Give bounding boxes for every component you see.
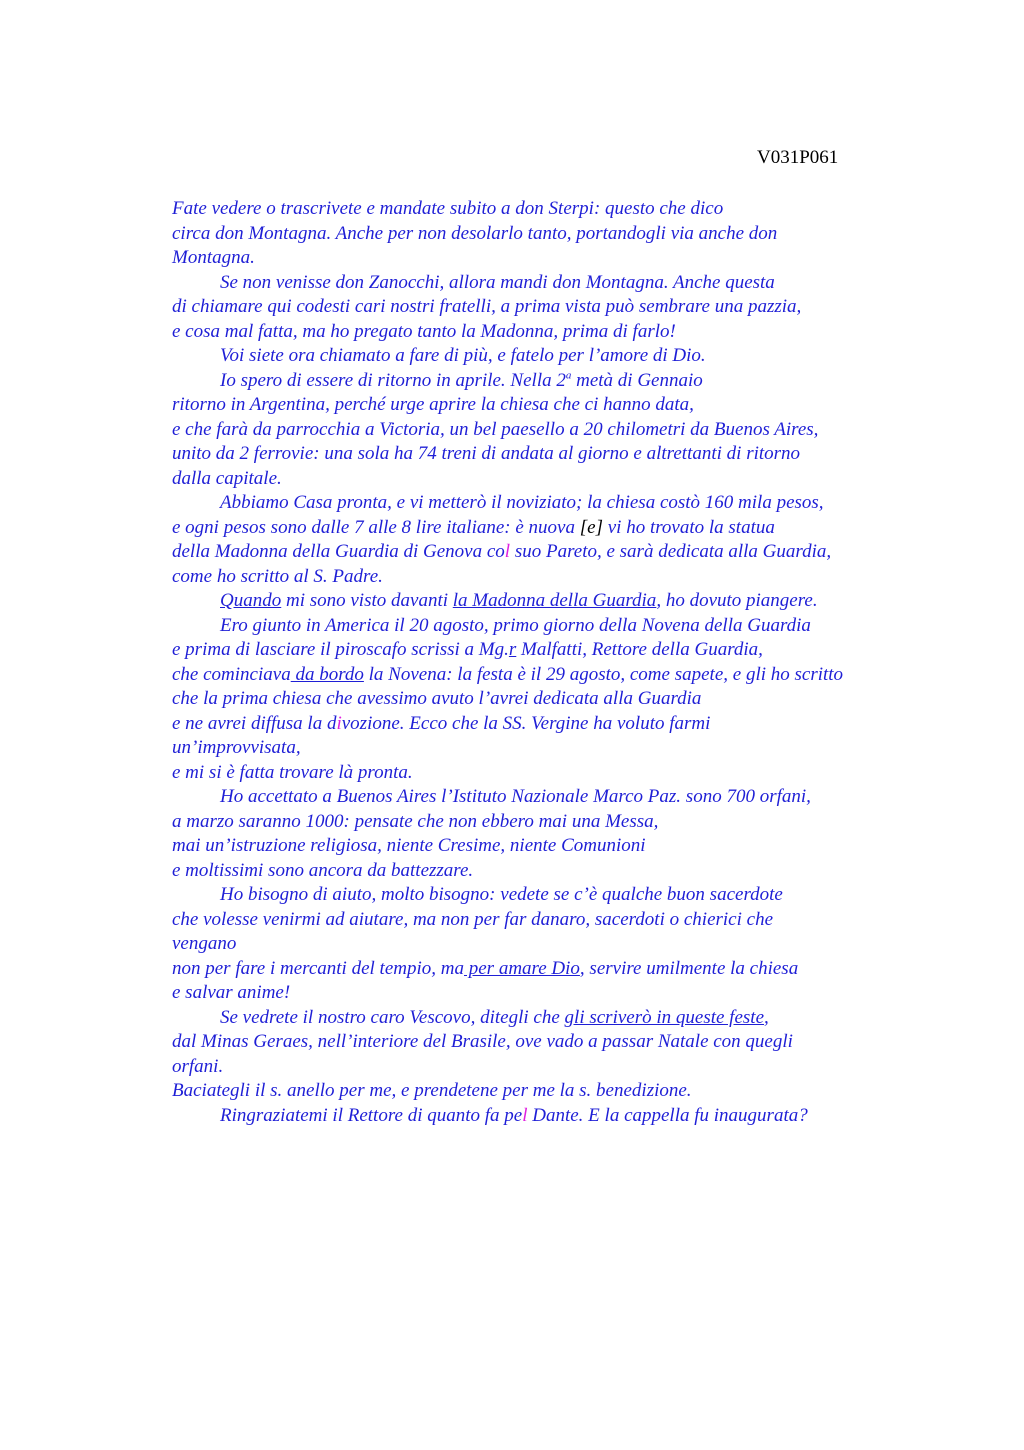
letter-line	[172, 883, 932, 908]
text-segment: e che farà da parrocchia a Victoria, un bel paesello a 20 chilometri da Buenos Aires,	[172, 418, 819, 440]
letter-line	[172, 785, 932, 810]
text-segment: Dante. E la cappella fu inaugurata?	[527, 1104, 808, 1126]
text-segment: della Madonna della Guardia di Genova co	[172, 541, 505, 562]
letter-line	[172, 663, 932, 688]
text-segment: non per fare i mercanti del tempio, ma	[172, 957, 464, 979]
letter-line	[172, 1055, 932, 1080]
letter-line	[172, 418, 932, 443]
letter-line	[172, 1030, 932, 1055]
text-segment: Io spero di essere di ritorno in aprile. Nella 2	[220, 369, 566, 391]
text-segment: vozione. Ecco che la SS. Vergine ha voluto farmi	[341, 712, 711, 734]
underlined-text: per amare Dio	[464, 957, 580, 979]
letter-line	[172, 222, 932, 247]
letter-line	[172, 320, 932, 345]
letter-body	[172, 197, 932, 1128]
page-id-label: V031P061	[757, 147, 839, 168]
text-segment: Montagna.	[172, 247, 255, 268]
letter-line	[172, 295, 932, 320]
text-segment: unito da 2 ferrovie: una sola ha 74 treni di andata al giorno e altrettanti di ritorno	[172, 443, 801, 464]
text-segment: dal Minas Geraes, nell’interiore del Brasile, ove vado a passar Natale con quegli	[172, 1031, 793, 1052]
text-segment: e ogni pesos sono dalle 7 alle 8 lire italiane: è nuova	[172, 516, 580, 538]
correction-mark: i	[336, 712, 342, 734]
underlined-text: Quando	[220, 590, 282, 611]
text-segment: a	[565, 369, 572, 382]
text-segment: Malfatti, Rettore della Guardia,	[516, 639, 763, 660]
letter-line	[172, 344, 932, 369]
text-segment: Baciategli il s. anello per me, e prendetene per me la s. benedizione.	[172, 1080, 692, 1101]
letter-line	[172, 1006, 932, 1031]
text-segment: come ho scritto al S. Padre.	[172, 565, 383, 587]
text-segment: di chiamare qui codesti cari nostri fratelli, a prima vista può sembrare una pazzia,	[172, 296, 802, 317]
text-segment: Fate vedere o trascrivete e mandate subito a don Sterpi: questo che dico	[172, 198, 724, 219]
text-segment: Se non venisse don Zanocchi, allora mandi don Montagna. Anche questa	[220, 271, 775, 293]
text-segment: metà di Gennaio	[571, 369, 703, 391]
text-segment: Ho accettato a Buenos Aires l’Istituto Nazionale Marco Paz. sono 700 orfani,	[220, 786, 811, 807]
text-segment: , ho dovuto piangere.	[656, 590, 818, 611]
text-segment: e ne avrei diffusa la d	[172, 712, 337, 734]
underlined-text: gli scriverò in queste feste	[564, 1006, 765, 1028]
text-segment: ]	[595, 516, 603, 538]
letter-line	[172, 369, 932, 394]
letter-line	[172, 687, 932, 712]
letter-line	[172, 638, 932, 663]
text-segment: mi sono visto davanti	[281, 590, 453, 611]
correction-mark: l	[504, 541, 511, 562]
letter-line	[172, 834, 932, 859]
text-segment: dalla capitale.	[172, 467, 282, 489]
letter-line	[172, 393, 932, 418]
text-segment: ritorno in Argentina, perché urge aprire la chiesa che ci hanno data,	[172, 394, 694, 415]
text-segment: e mi si è fatta trovare là pronta.	[172, 761, 413, 783]
letter-line	[172, 614, 932, 639]
letter-line	[172, 271, 932, 296]
letter-line	[172, 932, 932, 957]
text-segment: Voi siete ora chiamato a fare di più, e fatelo per l’amore di Dio.	[220, 345, 706, 366]
letter-line	[172, 491, 932, 516]
letter-line	[172, 736, 932, 761]
text-segment: orfani.	[172, 1055, 224, 1077]
underlined-text: r	[508, 639, 517, 660]
text-segment: e moltissimi sono ancora da battezzare.	[172, 859, 474, 881]
text-segment: e	[587, 516, 596, 538]
text-segment: e prima di lasciare il piroscafo scrissi a Mg.	[172, 639, 509, 660]
text-segment: Ero giunto in America il 20 agosto, primo giorno della Novena della Guardia	[220, 614, 811, 636]
letter-line	[172, 565, 932, 590]
letter-line	[172, 467, 932, 492]
text-segment: che la prima chiesa che avessimo avuto l’avrei dedicata alla Guardia	[172, 688, 702, 709]
text-segment: , servire umilmente la chiesa	[579, 957, 799, 979]
letter-line	[172, 589, 932, 614]
letter-line	[172, 712, 932, 737]
correction-mark: l	[522, 1104, 528, 1126]
letter-line	[172, 540, 932, 565]
letter-line	[172, 197, 932, 222]
text-segment: Se vedrete il nostro caro Vescovo, ditegli che	[220, 1006, 565, 1028]
text-segment: un’improvvisata,	[172, 737, 301, 758]
text-segment: [	[579, 516, 588, 538]
text-segment: e cosa mal fatta, ma ho pregato tanto la Madonna, prima di farlo!	[172, 320, 676, 342]
underlined-text: da bordo	[290, 663, 364, 685]
underlined-text: la Madonna della Guardia	[452, 590, 657, 611]
letter-line	[172, 981, 932, 1006]
text-segment: che volesse venirmi ad aiutare, ma non per far danaro, sacerdoti o chierici che	[172, 908, 774, 930]
letter-line	[172, 957, 932, 982]
letter-line	[172, 761, 932, 786]
letter-line	[172, 516, 932, 541]
text-segment: Abbiamo Casa pronta, e vi metterò il noviziato; la chiesa costò 160 mila pesos,	[220, 492, 824, 513]
letter-line	[172, 1079, 932, 1104]
text-segment: la Novena: la festa è il 29 agosto, come sapete, e gli ho scritto	[363, 663, 844, 685]
letter-line	[172, 1104, 932, 1129]
text-segment: vengano	[172, 933, 237, 954]
text-segment: Ringraziatemi il Rettore di quanto fa pe	[220, 1104, 523, 1126]
text-segment: e salvar anime!	[172, 982, 291, 1003]
letter-line	[172, 810, 932, 835]
letter-line	[172, 859, 932, 884]
text-segment: Ho bisogno di aiuto, molto bisogno: vedete se c’è qualche buon sacerdote	[220, 884, 783, 905]
text-segment: che cominciava	[172, 663, 291, 685]
letter-line	[172, 246, 932, 271]
text-segment: mai un’istruzione religiosa, niente Cresime, niente Comunioni	[172, 835, 646, 856]
text-segment: circa don Montagna. Anche per non desolarlo tanto, portandogli via anche don	[172, 222, 778, 244]
text-segment: suo Pareto, e sarà dedicata alla Guardia,	[510, 541, 832, 562]
text-segment: a marzo saranno 1000: pensate che non ebbero mai una Messa,	[172, 810, 659, 832]
text-segment: ,	[764, 1006, 769, 1028]
letter-line	[172, 908, 932, 933]
text-segment: vi ho trovato la statua	[602, 516, 775, 538]
letter-line	[172, 442, 932, 467]
